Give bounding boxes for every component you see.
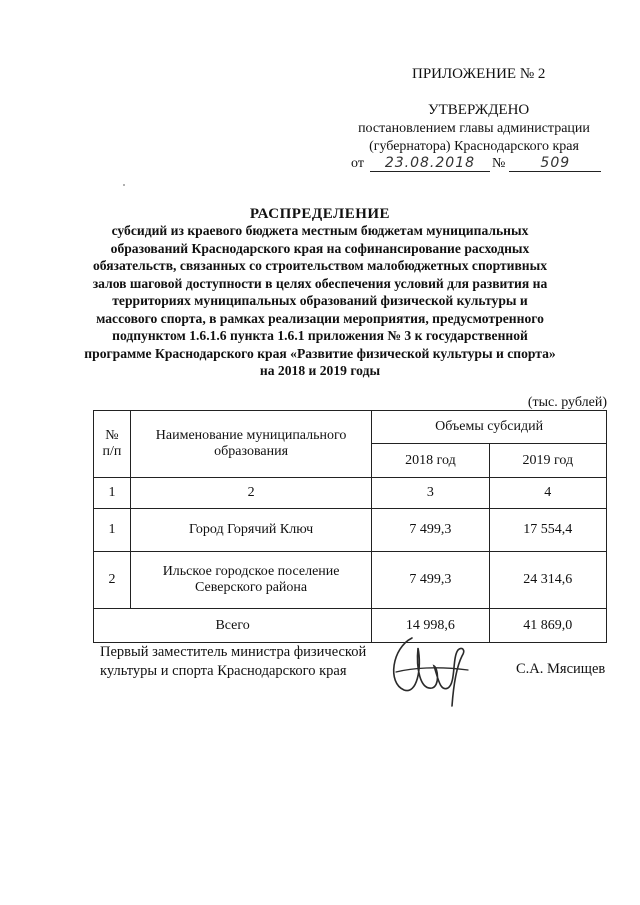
table-row [94, 509, 607, 552]
signer-line: Первый заместитель министра физической [100, 644, 367, 660]
row-number: 1 [94, 509, 131, 552]
table-header-row [94, 411, 607, 444]
approved-label: УТВЕРЖДЕНО [428, 102, 530, 118]
scan-speck [123, 184, 125, 186]
date-number-line [351, 155, 601, 172]
header-2019: 2019 год [489, 444, 606, 478]
number-prefix: № [491, 156, 506, 171]
amount-2019: 24 314,6 [489, 552, 606, 609]
document-subtitle: субсидий из краевого бюджета местным бюджетам муниципальных образований Краснодарского края на софинансирование расходных обязательств, связанных со строительством малобюджетных спортивных залов шаговой доступности в целях обеспечения условий для развития на территориях муниципальных образований физической культуры и массового спорта, в рамках реализации мероприятия, предусмотренного подпунктом 1.6.1.6 пункта 1.6.1 приложения № 3 к государственной программе Краснодарского края «Развитие физической культуры и спорта» на 2018 и 2019 годы [84, 223, 556, 378]
column-number: 3 [372, 478, 489, 509]
total-label: Всего [94, 609, 372, 643]
subsidy-table [93, 410, 607, 643]
table-row [94, 552, 607, 609]
header-no: № п/п [94, 411, 131, 478]
signature-icon [382, 628, 472, 708]
signer-line: культуры и спорта Краснодарского края [100, 663, 347, 679]
header-2018: 2018 год [372, 444, 489, 478]
handwritten-number: 509 [509, 155, 601, 172]
total-row [94, 609, 607, 643]
date-prefix: от [351, 156, 364, 171]
column-number: 4 [489, 478, 606, 509]
amount-2018: 7 499,3 [372, 509, 489, 552]
amount-2018: 7 499,3 [372, 552, 489, 609]
approval-line: (губернатора) Краснодарского края [369, 139, 579, 154]
municipality-name: Город Горячий Ключ [130, 509, 371, 552]
total-2018: 14 998,6 [372, 609, 489, 643]
signer-position [100, 643, 366, 681]
total-2019: 41 869,0 [489, 609, 606, 643]
approval-line: постановлением главы администрации [358, 121, 590, 136]
row-number: 2 [94, 552, 131, 609]
handwritten-date: 23.08.2018 [370, 155, 490, 172]
appendix-label: ПРИЛОЖЕНИЕ № 2 [412, 66, 546, 82]
document-title: РАСПРЕДЕЛЕНИЕ [249, 206, 391, 222]
municipality-name: Ильское городское поселение Северского района [130, 552, 371, 609]
signer-name: С.А. Мясищев [516, 661, 606, 677]
column-number: 2 [130, 478, 371, 509]
column-number: 1 [94, 478, 131, 509]
units-label: (тыс. рублей) [527, 395, 607, 410]
approval-block [344, 120, 604, 156]
header-name: Наименование муниципального образования [130, 411, 371, 478]
header-volumes: Объемы субсидий [372, 411, 607, 444]
amount-2019: 17 554,4 [489, 509, 606, 552]
column-number-row [94, 478, 607, 509]
